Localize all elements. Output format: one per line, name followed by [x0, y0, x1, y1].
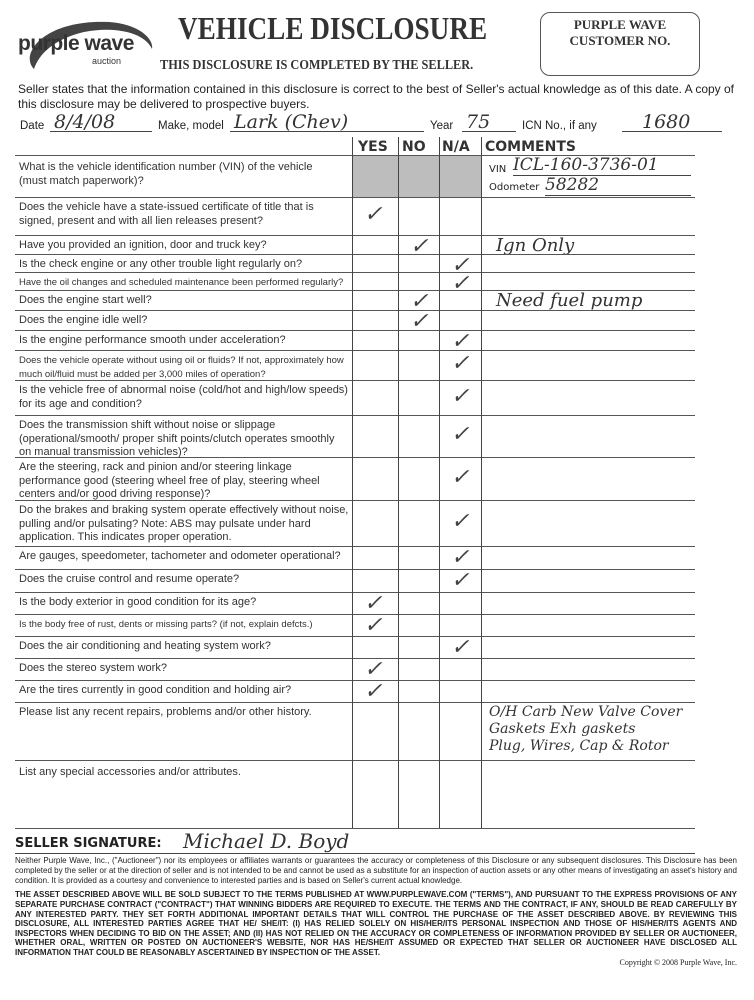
question-text: Are gauges, speedometer, tachometer and odometer operational?: [19, 550, 341, 562]
check-mark-na[interactable]: ✓: [451, 464, 470, 490]
comment-value[interactable]: Ign Only: [496, 235, 575, 256]
question-text: Does the vehicle have a state-issued certificate of title that is signed, present and with all lien releases present?: [19, 201, 314, 227]
seller-signature-line[interactable]: [15, 828, 695, 854]
repairs-comment-line[interactable]: O/H Carb New Valve Cover: [489, 704, 683, 720]
vin-answer-shaded: [352, 156, 481, 197]
odometer-value[interactable]: 58282: [545, 175, 691, 196]
question-row: [15, 380, 695, 415]
column-divider: [352, 137, 353, 828]
vin-label: VIN: [489, 164, 507, 175]
check-mark-na[interactable]: ✓: [451, 568, 470, 593]
header-yes: YES: [358, 139, 388, 155]
question-row: [15, 309, 695, 334]
make-model-field[interactable]: [230, 112, 424, 132]
date-label: Date: [20, 120, 45, 132]
date-value: 8/4/08: [54, 111, 116, 133]
icn-label: ICN No., if any: [522, 120, 597, 132]
question-text: Does the stereo system work?: [19, 662, 167, 674]
signature-value: Michael D. Boyd: [183, 829, 350, 853]
accessories-row: [15, 760, 695, 828]
check-mark-no[interactable]: ✓: [410, 289, 429, 314]
disclaimer-text: Neither Purple Wave, Inc., ("Auctioneer") nor its employees or affiliates warrants or guarantees the accuracy or completeness of this Disclosure or any subsequent disclosures. This Disclosure has been completed by the seller or at the direction of seller and is not intended to be and cannot be used as a substitute for an inspection of auction assets or any other means of investigating an asset's history and condition. It is provided as a courtesy and convenience to interested parties and is based on Seller's current actual knowledge.: [15, 856, 737, 885]
intro-statement: Seller states that the information contained in this disclosure is correct to the best of Seller's actual knowledge as of this date. A copy of this disclosure may be delivered to prospective buyers.: [18, 82, 735, 111]
question-text: Does the vehicle operate without using oil or fluids? If not, approximately how much oil/fluid must be added per 3,000 miles of operation?: [19, 355, 344, 380]
year-label: Year: [430, 120, 454, 132]
question-row: [15, 234, 695, 259]
question-row: [15, 329, 695, 354]
check-mark-na[interactable]: ✓: [451, 351, 470, 376]
question-row: [15, 457, 695, 500]
vin-question: What is the vehicle identification number (VIN) of the vehicle (must match paperwork)?: [19, 161, 313, 187]
question-text: Does the transmission shift without noise or slippage (operational/smooth/ proper shift points/clutch operates smoothly on manual transmission vehicles)?: [19, 419, 335, 458]
customer-box-line2: CUSTOMER NO.: [569, 33, 671, 48]
check-mark-na[interactable]: ✓: [451, 509, 470, 534]
check-mark-na[interactable]: ✓: [451, 329, 470, 354]
column-divider: [481, 137, 482, 828]
repairs-row: [15, 702, 695, 760]
purple-wave-logo: [14, 14, 159, 74]
signature-label: SELLER SIGNATURE:: [15, 836, 162, 851]
question-row: [15, 680, 695, 702]
question-row: [15, 415, 695, 457]
page-title: VEHICLE DISCLOSURE: [178, 10, 488, 46]
customer-box-line1: PURPLE WAVE: [573, 17, 667, 32]
question-text: Does the cruise control and resume operate?: [19, 573, 240, 585]
check-mark-no[interactable]: ✓: [410, 234, 429, 259]
comment-value[interactable]: Need fuel pump: [496, 290, 643, 311]
customer-number-box[interactable]: [540, 12, 700, 76]
question-text: Is the body free of rust, dents or missing parts? (if not, explain defcts.): [19, 619, 313, 630]
year-field[interactable]: [462, 112, 516, 132]
header-comments: COMMENTS: [485, 139, 576, 155]
question-text: Have the oil changes and scheduled maintenance been performed regularly?: [19, 277, 344, 288]
question-row: [15, 289, 695, 314]
make-label: Make, model: [158, 120, 224, 132]
check-mark-na[interactable]: ✓: [451, 635, 470, 660]
header-no: NO: [402, 139, 426, 155]
question-row: [15, 658, 695, 680]
question-text: Does the air conditioning and heating system work?: [19, 640, 271, 652]
copyright: Copyright © 2008 Purple Wave, Inc.: [619, 957, 737, 967]
question-text: Does the engine idle well?: [19, 314, 148, 326]
check-mark-yes[interactable]: ✓: [364, 657, 383, 682]
check-mark-na[interactable]: ✓: [451, 545, 470, 570]
column-divider: [398, 137, 399, 828]
question-row: [15, 271, 695, 296]
question-row: [15, 614, 695, 636]
year-value: 75: [466, 111, 491, 133]
repairs-comment-line[interactable]: Gaskets Exh gaskets: [489, 721, 636, 737]
question-row: [15, 350, 695, 380]
repairs-comment-line[interactable]: Plug, Wires, Cap & Rotor: [489, 738, 669, 754]
icn-value: 1680: [642, 111, 691, 133]
column-divider: [439, 137, 440, 828]
check-mark-na[interactable]: ✓: [451, 383, 470, 409]
accessories-question: List any special accessories and/or attributes.: [19, 766, 241, 778]
page-subtitle: THIS DISCLOSURE IS COMPLETED BY THE SELLER.: [160, 58, 474, 73]
check-mark-na[interactable]: ✓: [451, 253, 470, 278]
logo-text: purple wave: [18, 32, 134, 55]
question-row: [15, 500, 695, 546]
question-text: Is the vehicle free of abnormal noise (cold/hot and high/low speeds) for its age and condition?: [19, 384, 348, 410]
check-mark-na[interactable]: ✓: [451, 271, 470, 296]
question-text: Is the engine performance smooth under acceleration?: [19, 334, 286, 346]
make-model-value: Lark (Chev): [234, 111, 349, 133]
header-na: N/A: [442, 139, 470, 155]
date-field[interactable]: [50, 112, 152, 132]
repairs-question: Please list any recent repairs, problems and/or other history.: [19, 706, 312, 718]
question-text: Is the check engine or any other trouble light regularly on?: [19, 258, 303, 270]
question-text: Are the steering, rack and pinion and/or steering linkage performance good (steering wheel free of play, steering wheel centers and/or good driving response)?: [19, 461, 320, 500]
question-row: [15, 569, 695, 592]
check-mark-no[interactable]: ✓: [410, 309, 429, 334]
icn-field[interactable]: [622, 112, 722, 132]
question-text: Are the tires currently in good condition and holding air?: [19, 684, 292, 696]
terms-text: THE ASSET DESCRIBED ABOVE WILL BE SOLD SUBJECT TO THE TERMS PUBLISHED AT WWW.PURPLEWAVE.COM ("TERMS"), AND PURSUANT TO THE EXPRESS PROVISIONS OF ANY SEPARATE PURCHASE CONTRACT ("CONTRACT") THAT WINNING BIDDERS ARE REQUIRED TO EXECUTE. THE TERMS AND THE CONTRACT, IF ANY, SHOULD BE READ CAREFULLY BY ANY INTERESTED PARTY. THEY SET FORTH ADDITIONAL IMPORTANT DETAILS THAT WILL CONTROL THE PURCHASE OF THE ASSET DESCRIBED ABOVE. BY REVIEWING THIS DISCLOSURE, ALL INTERESTED PARTIES AGREE THAT HE/ SHE/IT: (I) HAS RELIED SOLELY ON HIS/HER/ITS PERSONAL INSPECTION AND THOSE OF HIS/HER/ITS AGENTS AND INSPECTORS WHEN DECIDING TO BID ON THE ASSET; AND (II) HAS NOT RELIED ON THE ACCURACY OR COMPLETENESS OF INFORMATION PROVIDED BY SELLER OR AUCTIONEER, WHETHER ORAL, WRITTEN OR POSTED ON AUCTIONEER'S WEBSITE, NOR HAS HE/SHE/IT ASSUMED OR EXPECTED THAT SELLER OR AUCTIONEER HAVE DISCLOSED ALL INFORMATION THAT COULD BE REASONABLY ASCERTAINED BY INSPECTION OF THE ASSET.: [15, 890, 737, 957]
vin-value[interactable]: ICL-160-3736-01: [513, 155, 691, 176]
check-mark-yes[interactable]: ✓: [364, 591, 383, 616]
check-mark-yes[interactable]: ✓: [364, 679, 383, 704]
check-mark-yes[interactable]: ✓: [364, 202, 383, 227]
question-text: Have you provided an ignition, door and truck key?: [19, 239, 267, 251]
check-mark-na[interactable]: ✓: [451, 422, 470, 447]
question-text: Does the engine start well?: [19, 294, 152, 306]
question-row: [15, 253, 695, 278]
question-row: [15, 636, 695, 658]
table-header: [15, 137, 695, 155]
check-mark-yes[interactable]: ✓: [364, 613, 383, 638]
question-text: Is the body exterior in good condition for its age?: [19, 596, 257, 608]
odometer-label: Odometer: [489, 182, 540, 193]
question-text: Do the brakes and braking system operate effectively without noise, pulling and/or pulsating? Note: ABS may pulsate under hard application. This indicates proper operation.: [19, 504, 349, 543]
question-row: [15, 197, 695, 235]
question-row: [15, 546, 695, 569]
logo-subtext: auction: [92, 56, 122, 66]
question-row: [15, 592, 695, 614]
vin-row: [15, 155, 695, 197]
footer: [15, 856, 737, 968]
vehicle-meta: [18, 112, 723, 134]
